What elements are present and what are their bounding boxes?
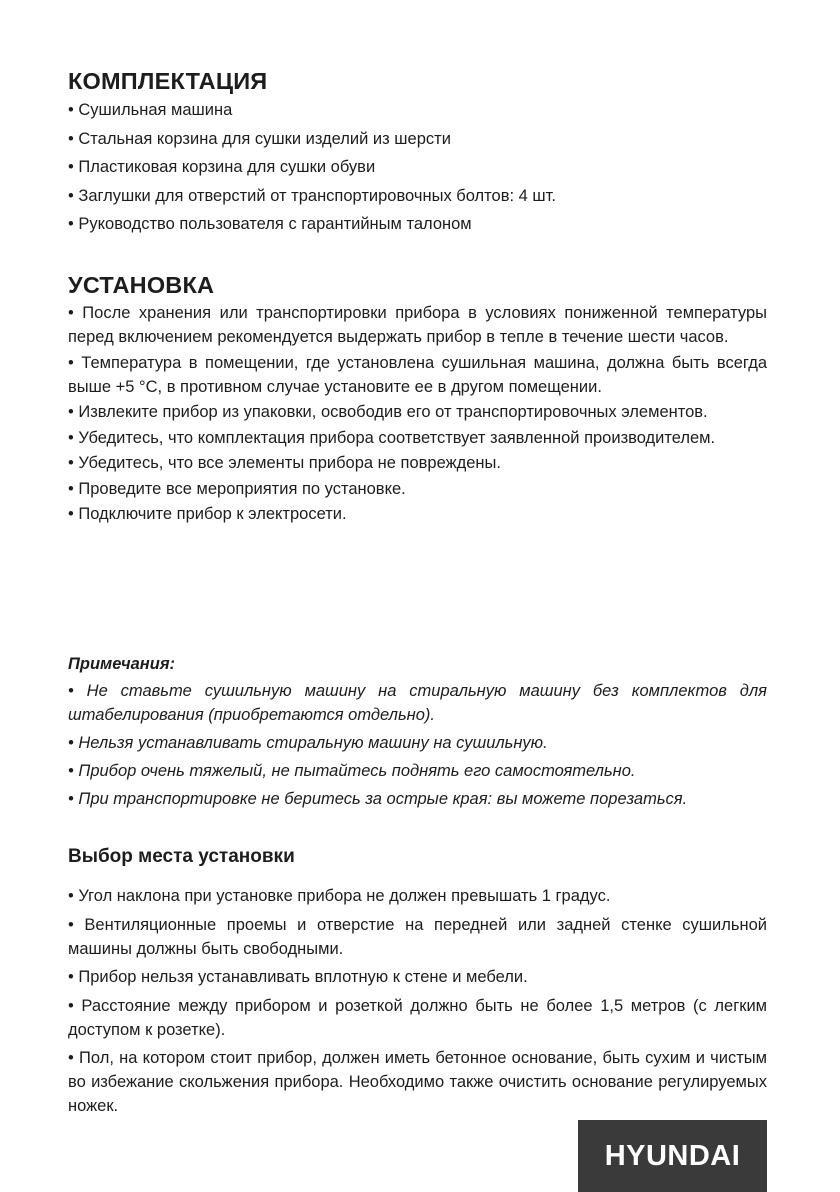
list-item: • Извлеките прибор из упаковки, освободив его от транспортировочных элементов. [68, 403, 708, 421]
list-item: • Прибор очень тяжелый, не пытайтесь поднять его самостоятельно. [68, 762, 636, 780]
list-item: • Не ставьте сушильную машину на стиральную машину без комплектов для штабелирования (приобретаются отдельно). [68, 682, 767, 724]
list-item: • Убедитесь, что комплектация прибора соответствует заявленной производителем. [68, 428, 716, 447]
list-item: • Пластиковая корзина для сушки обуви [68, 158, 376, 176]
list-item: • Пол, на котором стоит прибор, должен иметь бетонное основание, быть сухим и чистым во избежание скольжения прибора. Необходимо также очистить основание регулируемых ножек. [68, 1049, 767, 1115]
logo-text: HYUNDAI [604, 1139, 741, 1172]
list-item: • Стальная корзина для сушки изделий из шерсти [68, 129, 451, 148]
notes-section [68, 652, 767, 815]
list-item: • При транспортировке не беритесь за острые края: вы можете порезаться. [68, 790, 688, 808]
kit-heading: КОМПЛЕКТАЦИЯ [68, 68, 268, 94]
kit-section [68, 66, 767, 241]
list-item: • Температура в помещении, где установлена сушильная машина, должна быть всегда выше +5 °С, в противном случае установите ее в другом помещении. [68, 353, 767, 396]
list-item: • Руководство пользователя с гарантийным талоном [68, 215, 472, 233]
list-item: • Убедитесь, что все элементы прибора не повреждены. [68, 454, 501, 472]
installation-section [68, 270, 767, 528]
list-item: • Угол наклона при установке прибора не должен превышать 1 градус. [68, 887, 611, 905]
list-item: • Нельзя устанавливать стиральную машину на сушильную. [68, 734, 548, 752]
installation-heading: УСТАНОВКА [68, 272, 215, 298]
list-item: • Подключите прибор к электросети. [68, 505, 347, 523]
list-item: • Вентиляционные проемы и отверстие на передней или задней стенке сушильной машины должны быть свободными. [68, 915, 767, 958]
notes-heading: Примечания: [68, 655, 176, 673]
hyundai-logo [578, 1120, 767, 1192]
list-item: • После хранения или транспортировки прибора в условиях пониженной температуры перед включением рекомендуется выдержать прибор в тепле в течение шести часов. [68, 304, 767, 346]
list-item: • Расстояние между прибором и розеткой должно быть не более 1,5 метров (с легким доступом к розетке). [68, 996, 767, 1039]
list-item: • Прибор нельзя устанавливать вплотную к стене и мебели. [68, 968, 528, 986]
location-section [68, 844, 767, 1123]
list-item: • Проведите все мероприятия по установке. [68, 479, 406, 498]
location-heading: Выбор места установки [68, 846, 295, 867]
list-item: • Заглушки для отверстий от транспортировочных болтов: 4 шт. [68, 186, 556, 205]
list-item: • Сушильная машина [68, 101, 233, 119]
